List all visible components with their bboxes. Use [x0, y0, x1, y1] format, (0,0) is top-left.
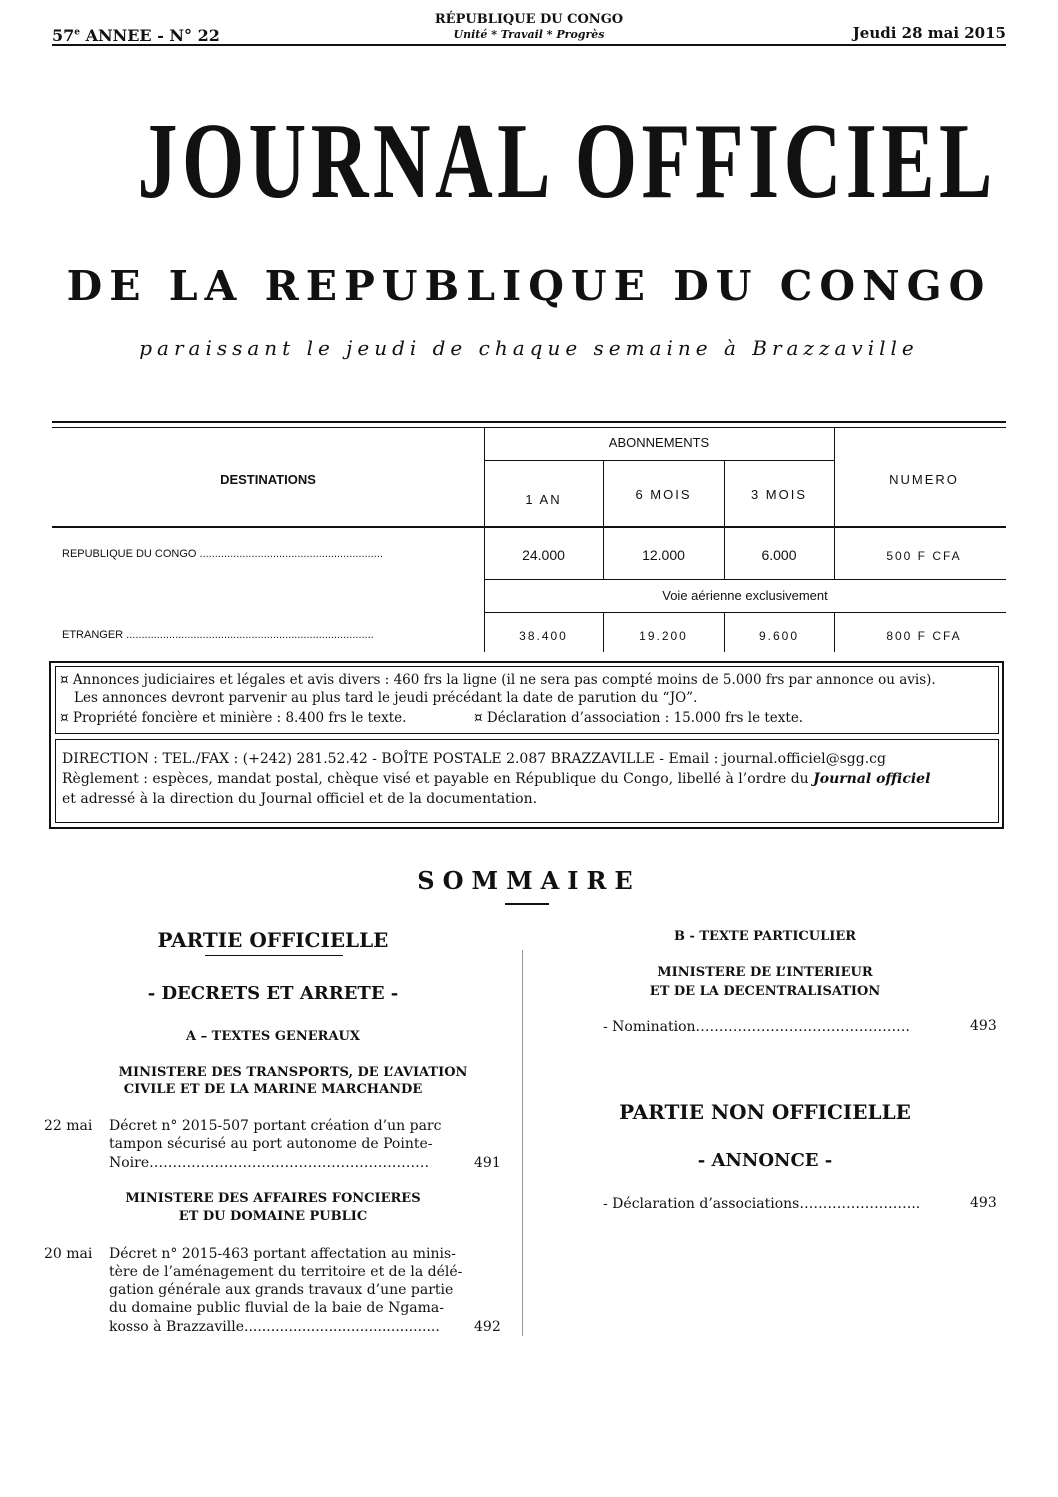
- col-abonnements: ABONNEMENTS: [608, 435, 710, 450]
- table-rule: [484, 612, 1006, 613]
- entry-2-line-1: Décret n° 2015-463 portant affectation au minis-: [109, 1246, 456, 1262]
- direction-address: et adressé à la direction du Journal officiel et de la documentation.: [62, 791, 538, 807]
- table-rule: [484, 460, 834, 461]
- table-rule: [484, 579, 1006, 580]
- entry-2-line-4: du domaine public fluvial de la baie de Ngama-: [109, 1300, 444, 1316]
- table-rule: [52, 526, 1006, 528]
- texte-particulier-heading: B - TEXTE PARTICULIER: [673, 929, 857, 944]
- col-numero: NUMERO: [889, 472, 959, 487]
- ann-line-1: ¤ Annonces judiciaires et légales et avis divers : 460 frs la ligne (il ne sera pas compté moins de 5.000 frs par annonce ou avis).: [60, 672, 936, 688]
- partie-officielle-heading: PARTIE OFFICIELLE: [157, 928, 389, 952]
- ministry-interieur-l2: ET DE LA DECENTRALISATION: [649, 984, 881, 999]
- nomination-entry: - Nomination……………………………………….: [603, 1019, 910, 1035]
- ministry-transports-l1: MINISTERE DES TRANSPORTS, DE L’AVIATION: [118, 1065, 468, 1080]
- sommaire-title: SOMMAIRE: [417, 866, 641, 895]
- entry-2-line-5: kosso à Brazzaville............................................: [109, 1319, 440, 1335]
- entry-1-date: 22 mai: [44, 1118, 93, 1134]
- ministry-transports-l2: CIVILE ET DE LA MARINE MARCHANDE: [123, 1082, 423, 1097]
- heading-underline: [205, 955, 343, 956]
- price-etranger-numero: 800 F CFA: [886, 629, 962, 643]
- ministry-interieur-l1: MINISTERE DE L’INTERIEUR: [657, 965, 873, 980]
- col-destinations: DESTINATIONS: [220, 472, 316, 487]
- column-divider: [522, 950, 523, 1336]
- entry-1-line-1: Décret n° 2015-507 portant création d’un parc: [109, 1118, 442, 1134]
- col-1-an: 1 AN: [525, 492, 562, 507]
- ministry-foncieres-l1: MINISTERE DES AFFAIRES FONCIERES: [125, 1191, 421, 1206]
- journal-tagline: paraissant le jeudi de chaque semaine à Brazzaville: [139, 336, 919, 360]
- declaration-entry: - Déclaration d’associations……………………..: [603, 1196, 921, 1212]
- textes-generaux-heading: A – TEXTES GENERAUX: [186, 1029, 360, 1044]
- price-congo-3mois: 6.000: [761, 547, 797, 563]
- ann-line-3b: ¤ Déclaration d’association : 15.000 frs le texte.: [474, 710, 804, 726]
- price-etranger-1an: 38.400: [519, 629, 568, 643]
- direction-contact: DIRECTION : TEL./FAX : (+242) 281.52.42 - BOÎTE POSTALE 2.087 BRAZZAVILLE - Email : journal.officiel@sgg.cg: [62, 751, 886, 767]
- table-divider: [484, 428, 485, 652]
- price-congo-1an: 24.000: [522, 547, 565, 563]
- table-rule: [52, 421, 1006, 423]
- price-etranger-6mois: 19.200: [639, 629, 688, 643]
- entry-2-line-3: gation générale aux grands travaux d’une partie: [109, 1282, 454, 1298]
- row-congo-label: REPUBLIQUE DU CONGO ............................................................: [62, 548, 383, 560]
- annonce-heading: - ANNONCE -: [697, 1150, 833, 1171]
- issue-number: 57e ANNEE - N° 22: [52, 26, 220, 45]
- partie-non-officielle-heading: PARTIE NON OFFICIELLE: [619, 1100, 911, 1124]
- direction-payment: Règlement : espèces, mandat postal, chèque visé et payable en République du Congo, libellé à l’ordre du Journal officiel: [62, 771, 931, 787]
- motto: Unité * Travail * Progrès: [453, 28, 605, 41]
- ann-line-2: Les annonces devront parvenir au plus tard le jeudi précédant la date de parution du “JO”.: [74, 690, 698, 706]
- decrets-heading: - DECRETS ET ARRETE -: [147, 983, 399, 1004]
- entry-2-page: 492: [474, 1319, 501, 1335]
- price-congo-numero: 500 F CFA: [886, 549, 962, 563]
- entry-1-line-2: tampon sécurisé au port autonome de Pointe-: [109, 1136, 433, 1152]
- issue-date: Jeudi 28 mai 2015: [852, 24, 1006, 42]
- entry-2-date: 20 mai: [44, 1246, 93, 1262]
- ministry-foncieres-l2: ET DU DOMAINE PUBLIC: [178, 1209, 368, 1224]
- entry-1-page: 491: [474, 1155, 501, 1171]
- nomination-page: 493: [970, 1018, 997, 1034]
- price-etranger-3mois: 9.600: [758, 629, 800, 643]
- ann-line-3a: ¤ Propriété foncière et minière : 8.400 frs le texte.: [60, 710, 407, 726]
- journal-title: JOURNAL OFFICIEL: [137, 102, 997, 221]
- republic-name: RÉPUBLIQUE DU CONGO: [434, 12, 624, 27]
- entry-2-line-2: tère de l’aménagement du territoire et de la délé-: [109, 1264, 463, 1280]
- journal-subtitle: DE LA REPUBLIQUE DU CONGO: [66, 262, 992, 310]
- col-6-mois: 6 MOIS: [635, 487, 692, 502]
- entry-1-line-3: Noire……………………………………………………: [109, 1155, 430, 1171]
- declaration-page: 493: [970, 1195, 997, 1211]
- table-rule: [52, 427, 1006, 428]
- row-etranger-label: ETRANGER .................................................................................: [62, 629, 374, 641]
- header-rule: [52, 44, 1006, 46]
- sommaire-rule: [505, 903, 549, 905]
- price-congo-6mois: 12.000: [642, 547, 685, 563]
- air-mail-note: Voie aérienne exclusivement: [662, 588, 828, 603]
- col-3-mois: 3 MOIS: [750, 487, 808, 502]
